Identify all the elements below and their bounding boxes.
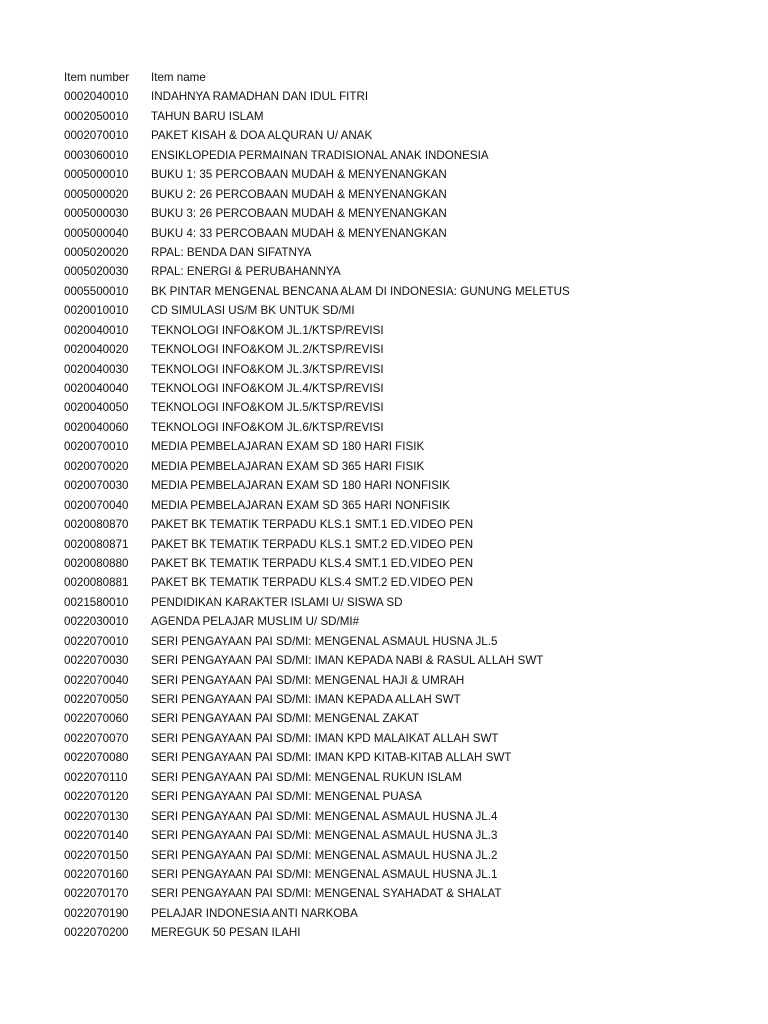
item-name: SERI PENGAYAAN PAI SD/MI: IMAN KEPADA NABI & RASUL ALLAH SWT xyxy=(151,654,544,668)
table-row xyxy=(64,282,704,301)
item-name: PAKET BK TEMATIK TERPADU KLS.1 SMT.1 ED.VIDEO PEN xyxy=(151,518,474,532)
item-name: TEKNOLOGI INFO&KOM JL.1/KTSP/REVISI xyxy=(151,323,384,337)
table-row xyxy=(64,651,704,670)
item-name: SERI PENGAYAAN PAI SD/MI: MENGENAL PUASA xyxy=(151,790,422,804)
item-name: SERI PENGAYAAN PAI SD/MI: IMAN KPD KITAB-KITAB ALLAH SWT xyxy=(151,751,512,765)
item-number: 0020080870 xyxy=(64,518,129,532)
table-row xyxy=(64,126,704,145)
item-name: TEKNOLOGI INFO&KOM JL.2/KTSP/REVISI xyxy=(151,343,384,357)
item-name: TEKNOLOGI INFO&KOM JL.6/KTSP/REVISI xyxy=(151,420,384,434)
header-row xyxy=(64,68,704,87)
item-number: 0003060010 xyxy=(64,148,129,162)
table-row xyxy=(64,262,704,281)
item-number: 0020010010 xyxy=(64,304,129,318)
item-number: 0022070030 xyxy=(64,654,129,668)
table-row xyxy=(64,807,704,826)
item-number: 0005020030 xyxy=(64,265,129,279)
table-row xyxy=(64,826,704,845)
table-row xyxy=(64,146,704,165)
item-name: CD SIMULASI US/M BK UNTUK SD/MI xyxy=(151,304,355,318)
item-number: 0022070170 xyxy=(64,887,129,901)
table-row xyxy=(64,846,704,865)
table-row xyxy=(64,884,704,903)
item-number: 0005000030 xyxy=(64,207,129,221)
table-row xyxy=(64,340,704,359)
item-number: 0022070130 xyxy=(64,809,129,823)
item-name: PAKET KISAH & DOA ALQURAN U/ ANAK xyxy=(151,129,373,143)
table-row xyxy=(64,457,704,476)
item-number: 0020070040 xyxy=(64,498,129,512)
item-number: 0022070080 xyxy=(64,751,129,765)
item-number: 0020040050 xyxy=(64,401,129,415)
item-number: 0020080871 xyxy=(64,537,129,551)
item-number: 0020080881 xyxy=(64,576,129,590)
table-row xyxy=(64,923,704,942)
item-name: SERI PENGAYAAN PAI SD/MI: MENGENAL SYAHADAT & SHALAT xyxy=(151,887,502,901)
table-row xyxy=(64,398,704,417)
item-name: SERI PENGAYAAN PAI SD/MI: MENGENAL ZAKAT xyxy=(151,712,419,726)
item-name: MEREGUK 50 PESAN ILAHI xyxy=(151,926,301,940)
item-number: 0020070030 xyxy=(64,479,129,493)
item-number: 0002070010 xyxy=(64,129,129,143)
table-row xyxy=(64,671,704,690)
item-number: 0022070070 xyxy=(64,731,129,745)
table-row xyxy=(64,632,704,651)
item-name: ENSIKLOPEDIA PERMAINAN TRADISIONAL ANAK INDONESIA xyxy=(151,148,489,162)
item-number: 0021580010 xyxy=(64,595,129,609)
item-number: 0022070200 xyxy=(64,926,129,940)
item-number: 0022030010 xyxy=(64,615,129,629)
table-row xyxy=(64,224,704,243)
item-name: SERI PENGAYAAN PAI SD/MI: IMAN KPD MALAIKAT ALLAH SWT xyxy=(151,731,499,745)
item-number: 0005000020 xyxy=(64,187,129,201)
item-number: 0022070040 xyxy=(64,673,129,687)
table-row xyxy=(64,321,704,340)
item-list-document xyxy=(64,68,704,943)
item-number: 0022070120 xyxy=(64,790,129,804)
item-name: SERI PENGAYAAN PAI SD/MI: MENGENAL ASMAUL HUSNA JL.3 xyxy=(151,829,498,843)
item-name: BUKU 4: 33 PERCOBAAN MUDAH & MENYENANGKAN xyxy=(151,226,447,240)
item-number: 0022070010 xyxy=(64,634,129,648)
item-name: RPAL: ENERGI & PERUBAHANNYA xyxy=(151,265,341,279)
table-row xyxy=(64,301,704,320)
table-row xyxy=(64,360,704,379)
item-name: PAKET BK TEMATIK TERPADU KLS.1 SMT.2 ED.VIDEO PEN xyxy=(151,537,474,551)
item-number: 0005500010 xyxy=(64,284,129,298)
item-name-header: Item name xyxy=(151,71,206,84)
table-row xyxy=(64,515,704,534)
item-number: 0020040010 xyxy=(64,323,129,337)
item-name: INDAHNYA RAMADHAN DAN IDUL FITRI xyxy=(151,90,369,104)
item-name: BUKU 2: 26 PERCOBAAN MUDAH & MENYENANGKAN xyxy=(151,187,447,201)
item-number: 0022070160 xyxy=(64,867,129,881)
table-row xyxy=(64,476,704,495)
item-number: 0022070060 xyxy=(64,712,129,726)
table-row xyxy=(64,865,704,884)
item-name: TEKNOLOGI INFO&KOM JL.5/KTSP/REVISI xyxy=(151,401,384,415)
item-name: TEKNOLOGI INFO&KOM JL.4/KTSP/REVISI xyxy=(151,382,384,395)
table-row xyxy=(64,904,704,923)
table-row xyxy=(64,593,704,612)
item-name: MEDIA PEMBELAJARAN EXAM SD 180 HARI NONFISIK xyxy=(151,479,450,493)
item-name: BUKU 3: 26 PERCOBAAN MUDAH & MENYENANGKAN xyxy=(151,207,447,221)
item-name: BK PINTAR MENGENAL BENCANA ALAM DI INDONESIA: GUNUNG MELETUS xyxy=(151,284,570,298)
table-row xyxy=(64,535,704,554)
item-number: 0020040060 xyxy=(64,420,129,434)
table-row xyxy=(64,729,704,748)
item-name: MEDIA PEMBELAJARAN EXAM SD 365 HARI NONFISIK xyxy=(151,498,450,512)
table-row xyxy=(64,165,704,184)
item-name: SERI PENGAYAAN PAI SD/MI: MENGENAL HAJI & UMRAH xyxy=(151,673,465,687)
table-row xyxy=(64,612,704,631)
table-row xyxy=(64,554,704,573)
item-number: 0022070150 xyxy=(64,848,129,862)
table-row xyxy=(64,243,704,262)
item-name: BUKU 1: 35 PERCOBAAN MUDAH & MENYENANGKAN xyxy=(151,168,447,182)
item-number: 0020040030 xyxy=(64,362,129,376)
item-name: SERI PENGAYAAN PAI SD/MI: MENGENAL ASMAUL HUSNA JL.2 xyxy=(151,848,498,862)
item-name: SERI PENGAYAAN PAI SD/MI: MENGENAL RUKUN ISLAM xyxy=(151,770,462,784)
item-number: 0022070050 xyxy=(64,693,129,706)
item-number: 0002050010 xyxy=(64,109,129,123)
table-row xyxy=(64,107,704,126)
item-name: TAHUN BARU ISLAM xyxy=(151,109,264,123)
item-rows xyxy=(64,87,704,942)
item-number: 0020070020 xyxy=(64,459,129,473)
item-name: PENDIDIKAN KARAKTER ISLAMI U/ SISWA SD xyxy=(151,595,403,609)
table-row xyxy=(64,787,704,806)
item-number: 0005000010 xyxy=(64,168,129,182)
item-name: SERI PENGAYAAN PAI SD/MI: MENGENAL ASMAUL HUSNA JL.4 xyxy=(151,809,498,823)
item-name: SERI PENGAYAAN PAI SD/MI: IMAN KEPADA ALLAH SWT xyxy=(151,693,461,706)
table-row xyxy=(64,496,704,515)
item-number: 0020080880 xyxy=(64,556,129,570)
item-number: 0002040010 xyxy=(64,90,129,104)
item-number: 0020070010 xyxy=(64,440,129,454)
table-row xyxy=(64,768,704,787)
item-number: 0020040020 xyxy=(64,343,129,357)
item-name: MEDIA PEMBELAJARAN EXAM SD 180 HARI FISIK xyxy=(151,440,425,454)
table-row xyxy=(64,690,704,709)
item-number: 0022070110 xyxy=(64,770,128,784)
table-row xyxy=(64,418,704,437)
item-name: PAKET BK TEMATIK TERPADU KLS.4 SMT.2 ED.VIDEO PEN xyxy=(151,576,474,590)
item-name: AGENDA PELAJAR MUSLIM U/ SD/MI# xyxy=(151,615,360,629)
table-row xyxy=(64,709,704,728)
item-name: RPAL: BENDA DAN SIFATNYA xyxy=(151,245,312,259)
item-name: TEKNOLOGI INFO&KOM JL.3/KTSP/REVISI xyxy=(151,362,384,376)
item-number: 0022070140 xyxy=(64,829,129,843)
item-number-header: Item number xyxy=(64,71,130,84)
table-row xyxy=(64,748,704,767)
item-name: SERI PENGAYAAN PAI SD/MI: MENGENAL ASMAUL HUSNA JL.5 xyxy=(151,634,498,648)
item-number: 0005000040 xyxy=(64,226,129,240)
item-name: PELAJAR INDONESIA ANTI NARKOBA xyxy=(151,906,358,920)
item-number: 0022070190 xyxy=(64,906,129,920)
table-row xyxy=(64,185,704,204)
item-name: MEDIA PEMBELAJARAN EXAM SD 365 HARI FISIK xyxy=(151,459,425,473)
item-name: PAKET BK TEMATIK TERPADU KLS.4 SMT.1 ED.VIDEO PEN xyxy=(151,556,474,570)
table-row xyxy=(64,573,704,592)
table-row xyxy=(64,204,704,223)
table-row xyxy=(64,437,704,456)
table-row xyxy=(64,379,704,398)
item-number: 0020040040 xyxy=(64,382,129,395)
table-row xyxy=(64,87,704,106)
item-number: 0005020020 xyxy=(64,245,129,259)
item-name: SERI PENGAYAAN PAI SD/MI: MENGENAL ASMAUL HUSNA JL.1 xyxy=(151,867,498,881)
